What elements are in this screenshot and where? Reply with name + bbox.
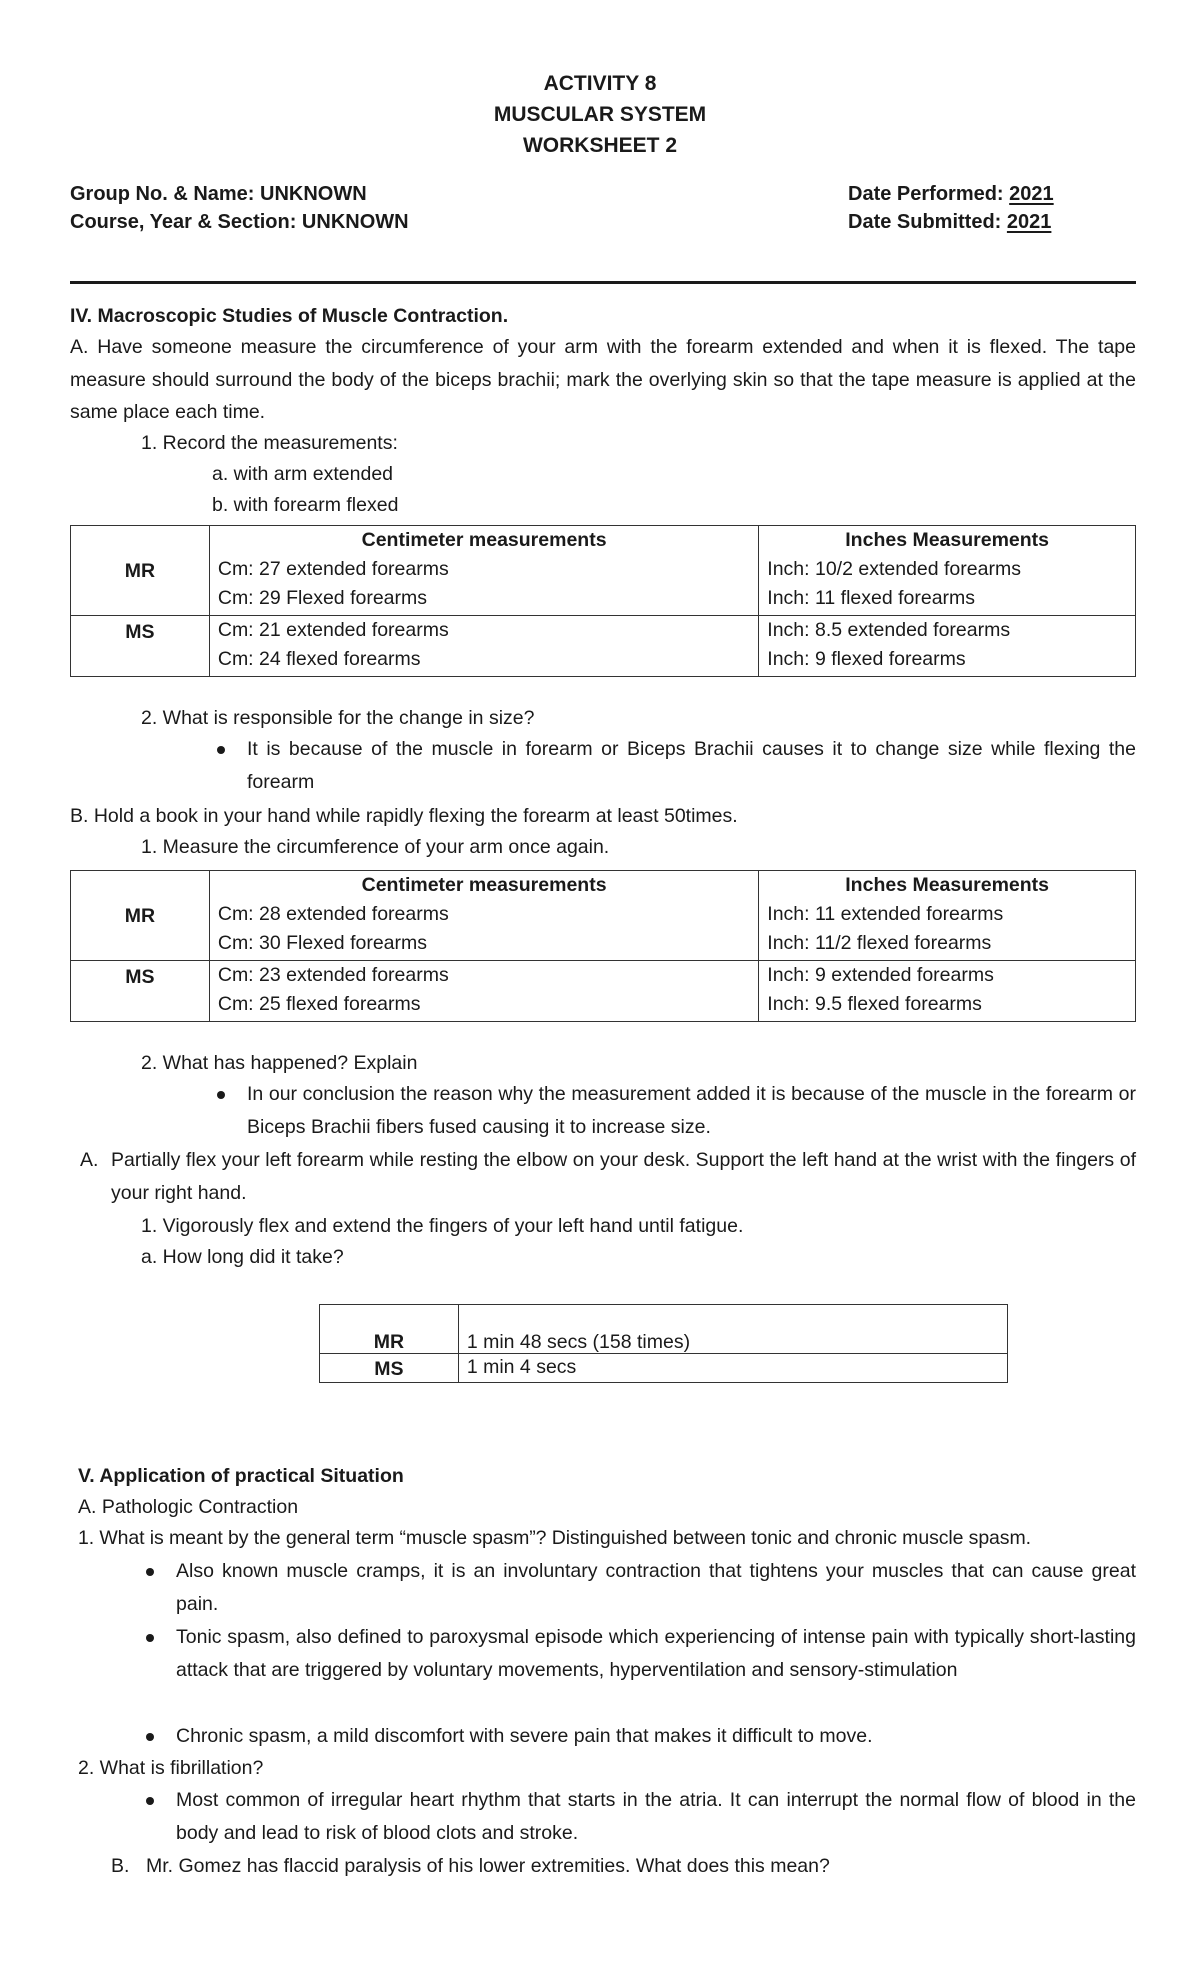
section-v-b-text: Mr. Gomez has flaccid paralysis of his lower extremities. What does this mean? bbox=[146, 1855, 830, 1877]
column-header-in: Inches Measurements bbox=[759, 526, 1136, 556]
course-section: Course, Year & Section: UNKNOWN bbox=[70, 211, 409, 233]
bullet-icon bbox=[146, 1733, 154, 1741]
date-submitted-label: Date Submitted: bbox=[848, 211, 1002, 233]
table-row bbox=[320, 1354, 1008, 1383]
fatigue-value: 1 min 48 secs (158 times) bbox=[458, 1305, 1007, 1354]
fatigue-value: 1 min 4 secs bbox=[458, 1354, 1007, 1383]
record-step-b: b. with forearm flexed bbox=[212, 494, 399, 516]
table-row bbox=[71, 961, 1136, 1022]
measure-again-step: 1. Measure the circumference of your arm once again. bbox=[141, 836, 610, 858]
table-row bbox=[71, 555, 1136, 616]
cm-cell bbox=[209, 900, 758, 961]
bullet-icon bbox=[146, 1634, 154, 1642]
section-iv-a-text: A. Have someone measure the circumference of your arm with the forearm extended and when it is flexed. The tape measure should surround the body of the biceps brachii; mark the overlying skin so that the tape measure is applied at the same place each time. bbox=[70, 336, 1136, 423]
cm-value: Cm: 28 extended forearms bbox=[217, 903, 449, 925]
column-header-cm: Centimeter measurements bbox=[209, 871, 758, 901]
table-corner bbox=[71, 526, 210, 556]
cm-cell bbox=[209, 555, 758, 616]
row-label: MR bbox=[71, 555, 210, 616]
in-value: Inch: 9.5 flexed forearms bbox=[767, 993, 982, 1015]
doc-title-worksheet: WORKSHEET 2 bbox=[522, 134, 677, 157]
bullet-icon bbox=[146, 1568, 154, 1576]
measurement-table-1 bbox=[70, 525, 1136, 677]
cm-value: Cm: 23 extended forearms bbox=[217, 964, 449, 986]
cm-value: Cm: 24 flexed forearms bbox=[217, 648, 421, 670]
in-value: Inch: 11 flexed forearms bbox=[767, 587, 976, 609]
bullet-icon bbox=[146, 1797, 154, 1805]
cm-value: Cm: 27 extended forearms bbox=[217, 558, 449, 580]
cm-cell bbox=[209, 616, 758, 677]
date-submitted-value: 2021 bbox=[1006, 211, 1052, 233]
table-header-row bbox=[71, 526, 1136, 556]
record-step: 1. Record the measurements: bbox=[141, 432, 398, 454]
pathologic-contraction-title: A. Pathologic Contraction bbox=[78, 1496, 299, 1518]
fatigue-step: 1. Vigorously flex and extend the fingers of your left hand until fatigue. bbox=[141, 1215, 744, 1237]
table-corner bbox=[71, 871, 210, 901]
section-iv-b-text: B. Hold a book in your hand while rapidly flexing the forearm at least 50times. bbox=[70, 805, 738, 827]
in-value: Inch: 10/2 extended forearms bbox=[767, 558, 1021, 580]
bullet-icon bbox=[217, 746, 225, 754]
header-divider bbox=[70, 281, 1136, 284]
row-label: MR bbox=[71, 900, 210, 961]
answer-spasm-definition: Also known muscle cramps, it is an involuntary contraction that tightens your muscles that can cause great pain. bbox=[176, 1560, 1136, 1615]
cm-value: Cm: 21 extended forearms bbox=[217, 619, 449, 641]
question-what-happened: 2. What has happened? Explain bbox=[141, 1052, 418, 1074]
measurement-table-2 bbox=[70, 870, 1136, 1022]
cm-value: Cm: 30 Flexed forearms bbox=[217, 932, 428, 954]
table-header-row bbox=[71, 871, 1136, 901]
section-v-b-marker: B. bbox=[111, 1855, 130, 1877]
table-row bbox=[71, 900, 1136, 961]
answer-chronic-spasm: Chronic spasm, a mild discomfort with severe pain that makes it difficult to move. bbox=[176, 1725, 873, 1747]
column-header-in: Inches Measurements bbox=[759, 871, 1136, 901]
column-header-cm: Centimeter measurements bbox=[209, 526, 758, 556]
answer-change-size: It is because of the muscle in forearm or Biceps Brachii causes it to change size while flexing the forearm bbox=[247, 738, 1136, 793]
question-fibrillation: 2. What is fibrillation? bbox=[78, 1757, 264, 1779]
section-iv-c-marker: A. bbox=[80, 1149, 99, 1171]
cm-cell bbox=[209, 961, 758, 1022]
row-label: MS bbox=[320, 1354, 459, 1383]
table-row bbox=[71, 616, 1136, 677]
in-cell bbox=[759, 555, 1136, 616]
record-step-a: a. with arm extended bbox=[212, 463, 394, 485]
in-value: Inch: 9 extended forearms bbox=[767, 964, 994, 986]
question-change-size: 2. What is responsible for the change in size? bbox=[141, 707, 535, 729]
in-cell bbox=[759, 616, 1136, 677]
date-performed-label: Date Performed: bbox=[848, 183, 1004, 205]
question-muscle-spasm: 1. What is meant by the general term “muscle spasm”? Distinguished between tonic and chronic muscle spasm. bbox=[78, 1527, 1031, 1549]
fatigue-table bbox=[319, 1304, 1008, 1383]
in-value: Inch: 11/2 flexed forearms bbox=[767, 932, 992, 954]
in-value: Inch: 8.5 extended forearms bbox=[767, 619, 1011, 641]
answer-what-happened: In our conclusion the reason why the measurement added it is because of the muscle in the forearm or Biceps Brachii fibers fused causing it to increase size. bbox=[247, 1083, 1136, 1138]
answer-fibrillation: Most common of irregular heart rhythm that starts in the atria. It can interrupt the normal flow of blood in the body and lead to risk of blood clots and stroke. bbox=[176, 1789, 1136, 1844]
section-v-heading: V. Application of practical Situation bbox=[78, 1465, 404, 1487]
fatigue-question: a. How long did it take? bbox=[141, 1246, 344, 1268]
answer-tonic-spasm: Tonic spasm, also defined to paroxysmal episode which experiencing of intense pain with typically short-lasting attack that are triggered by voluntary movements, hyperventilation and sensory-stimulation bbox=[176, 1626, 1136, 1681]
doc-title-activity: ACTIVITY 8 bbox=[543, 72, 657, 95]
in-cell bbox=[759, 961, 1136, 1022]
date-submitted bbox=[848, 206, 1051, 238]
in-value: Inch: 9 flexed forearms bbox=[767, 648, 966, 670]
date-performed-value: 2021 bbox=[1009, 183, 1054, 205]
cm-value: Cm: 25 flexed forearms bbox=[217, 993, 421, 1015]
cm-value: Cm: 29 Flexed forearms bbox=[217, 587, 428, 609]
in-value: Inch: 11 extended forearms bbox=[767, 903, 1004, 925]
doc-title-system: MUSCULAR SYSTEM bbox=[493, 103, 707, 126]
section-iv-c-text: Partially flex your left forearm while resting the elbow on your desk. Support the left hand at the wrist with the fingers of your right hand. bbox=[111, 1149, 1136, 1204]
row-label: MS bbox=[71, 616, 210, 677]
row-label: MR bbox=[320, 1305, 459, 1354]
in-cell bbox=[759, 900, 1136, 961]
bullet-icon bbox=[217, 1091, 225, 1099]
table-row bbox=[320, 1305, 1008, 1354]
row-label: MS bbox=[71, 961, 210, 1022]
section-iv-heading: IV. Macroscopic Studies of Muscle Contraction. bbox=[70, 305, 509, 327]
group-name: Group No. & Name: UNKNOWN bbox=[70, 183, 367, 205]
